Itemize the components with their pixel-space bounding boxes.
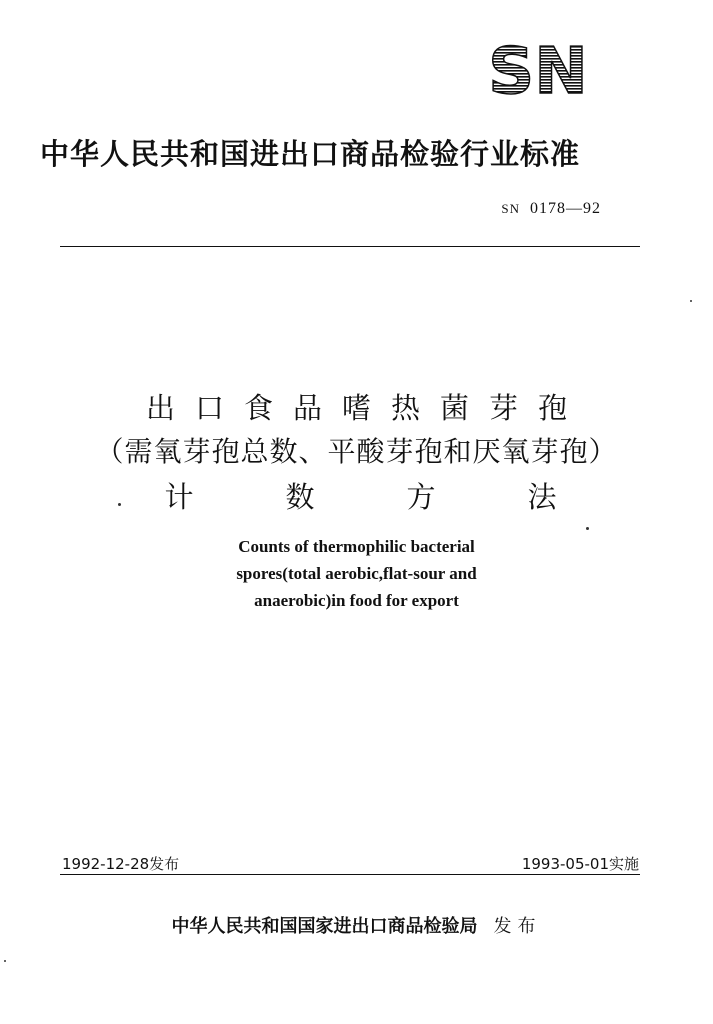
standard-prefix: SN [501, 201, 520, 216]
english-title [0, 533, 713, 614]
footer-divider [60, 874, 640, 875]
chinese-title-line-1: 出口食品嗜热菌芽孢 [145, 391, 587, 425]
header-divider [60, 246, 640, 247]
english-title-line-1: Counts of thermophilic bacterial [238, 537, 475, 556]
issuing-standard-title: 中华人民共和国进出口商品检验行业标准 [40, 137, 581, 171]
issue-date: 1992-12-28发布 [62, 855, 180, 873]
chinese-title-line-3: 计数方法 [164, 480, 649, 514]
scan-speck [690, 300, 692, 302]
scan-speck [118, 503, 121, 506]
sn-logo [482, 40, 594, 98]
scan-speck [586, 527, 589, 530]
chinese-title-line-2: （需氧芽孢总数、平酸芽孢和厌氧芽孢） [95, 435, 618, 468]
english-title-line-3: anaerobic)in food for export [254, 591, 459, 610]
scan-speck [4, 960, 6, 962]
publisher-name: 中华人民共和国国家进出口商品检验局 [171, 916, 478, 937]
standard-code: 0178—92 [530, 200, 601, 217]
standard-number [501, 200, 601, 218]
sn-logo-text: SN [488, 40, 588, 98]
english-title-line-2: spores(total aerobic,flat-sour and [236, 564, 477, 583]
publisher-verb: 发布 [493, 916, 542, 937]
publisher-line [0, 912, 713, 938]
effective-date: 1993-05-01实施 [521, 855, 639, 873]
